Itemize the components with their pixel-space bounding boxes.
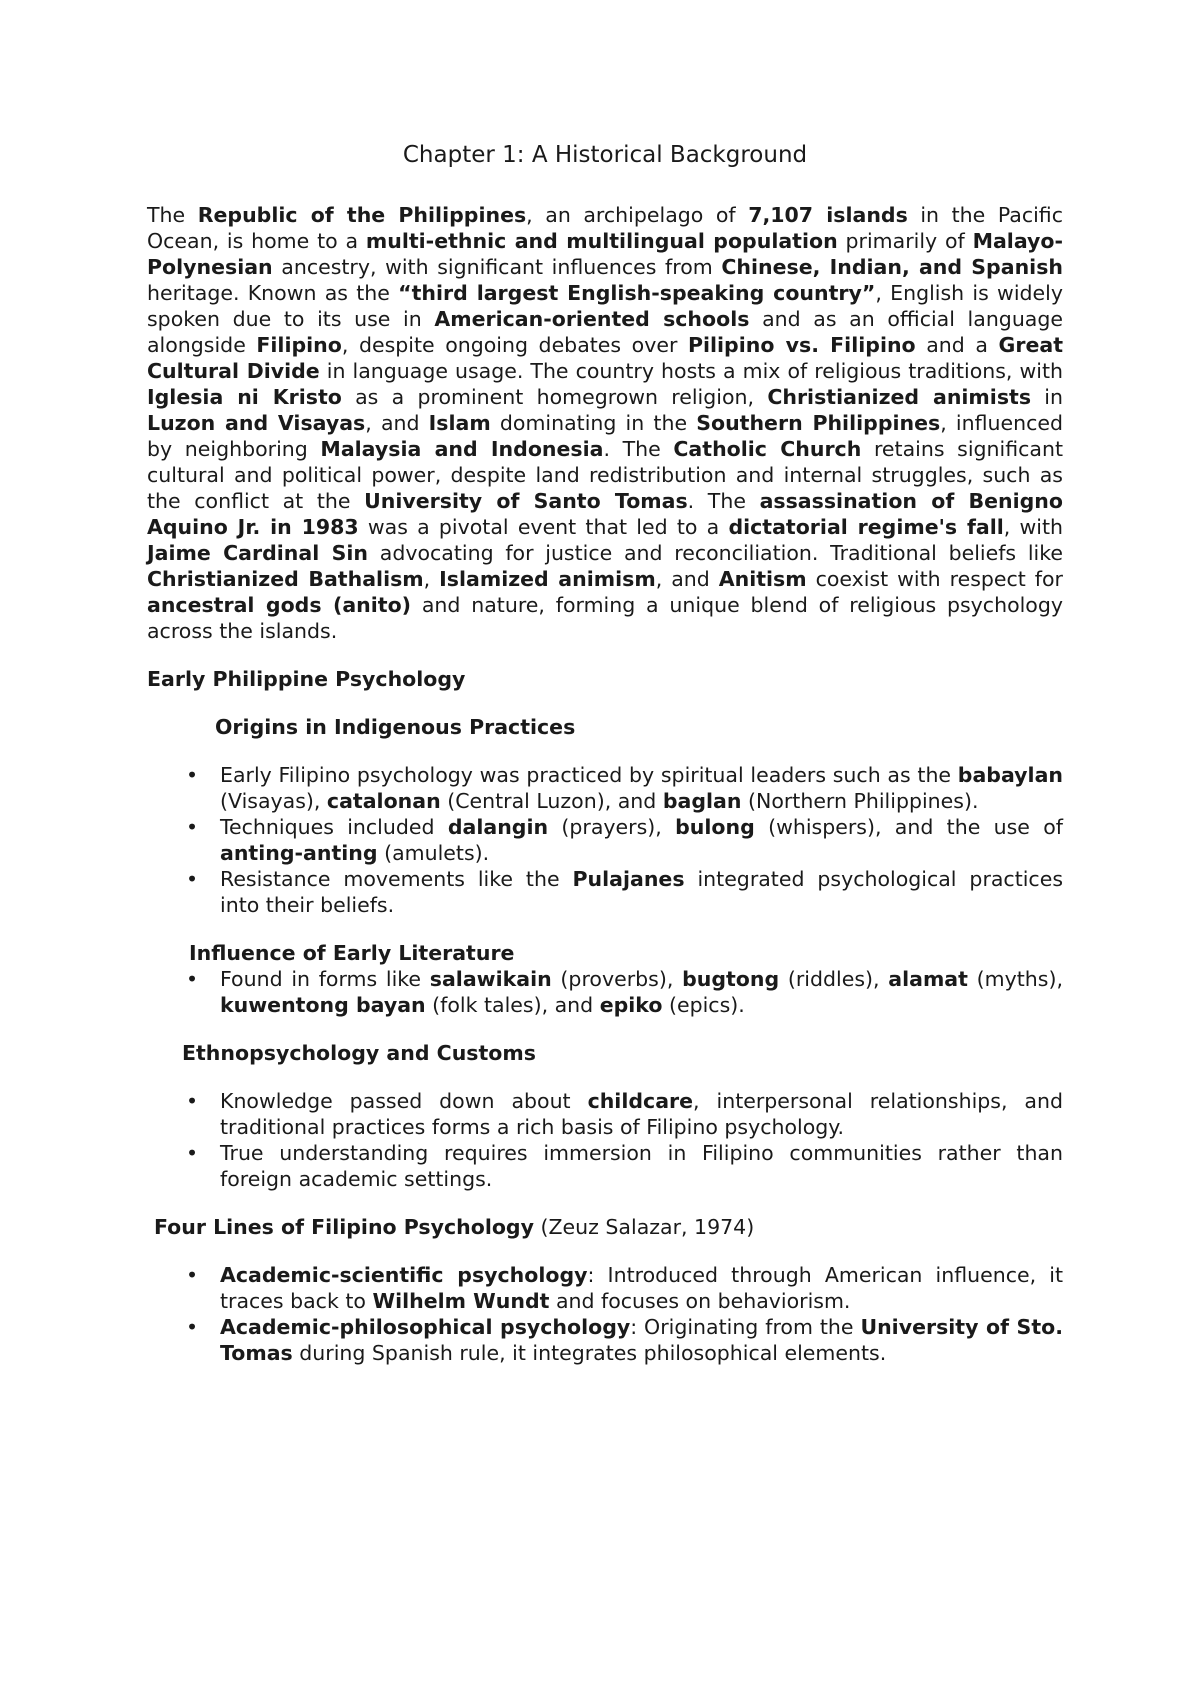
text-run: and nature, forming a unique blend of religious psychology across the islands. <box>147 593 1063 643</box>
bold-term: Pulajanes <box>572 867 685 891</box>
bold-term: Christianized animists <box>767 385 1032 409</box>
text-run: : Originating from the <box>630 1315 861 1339</box>
bold-term: “third largest English-speaking country” <box>398 281 876 305</box>
bold-term: anting-anting <box>220 841 378 865</box>
bold-term: Catholic Church <box>673 437 862 461</box>
text-run: integrated psychological practices into their beliefs. <box>220 867 1063 917</box>
text-run: during Spanish rule, it integrates philosophical elements. <box>292 1341 887 1365</box>
bold-term: bulong <box>675 815 755 839</box>
bold-term: Wilhelm Wundt <box>372 1289 550 1313</box>
subheading-literature: Influence of Early Literature <box>189 941 515 965</box>
intro-paragraph <box>147 202 1063 644</box>
bold-term: bugtong <box>682 967 780 991</box>
list-item <box>220 1088 1063 1140</box>
four-lines-citation: (Zeuz Salazar, 1974) <box>533 1215 755 1239</box>
bold-term: Southern Philippines <box>696 411 941 435</box>
text-run: dominating in the <box>490 411 697 435</box>
four-lines-title: Four Lines of Filipino Psychology <box>154 1215 534 1239</box>
heading-four-lines <box>154 1214 1063 1240</box>
bold-term: kuwentong bayan <box>220 993 426 1017</box>
bold-term: Academic-scientific psychology <box>220 1263 588 1287</box>
text-run: (whispers), and the use of <box>754 815 1063 839</box>
list-item <box>220 762 1063 814</box>
bold-term: ancestral gods (anito) <box>147 593 412 617</box>
text-run: , <box>423 567 440 591</box>
text-run: Resistance movements like the <box>220 867 573 891</box>
text-run: and as an official language alongside <box>147 307 1063 357</box>
list-item <box>220 1140 1063 1192</box>
bold-term: Jaime Cardinal Sin <box>147 541 369 565</box>
text-run: (riddles), <box>779 967 889 991</box>
text-run: and a <box>915 333 999 357</box>
text-run: , English is widely spoken due to its use in <box>147 281 1063 331</box>
bold-term: assassination of Benigno Aquino Jr. in 1983 <box>147 489 1063 539</box>
bold-term: Filipino <box>256 333 342 357</box>
bold-term: Islam <box>428 411 491 435</box>
subheading-ethnopsychology: Ethnopsychology and Customs <box>182 1041 536 1065</box>
bold-term: epiko <box>599 993 663 1017</box>
text-run: Techniques included <box>220 815 448 839</box>
ethno-list <box>147 1088 1063 1192</box>
text-run: , an archipelago of <box>526 203 749 227</box>
bold-term: Malaysia and Indonesia <box>320 437 604 461</box>
bold-term: 7,107 islands <box>748 203 908 227</box>
list-item <box>220 1314 1063 1366</box>
text-run: in the Pacific Ocean, is home to a <box>147 203 1063 253</box>
bold-term: childcare <box>587 1089 694 1113</box>
bold-term: Great Cultural Divide <box>147 333 1063 383</box>
bold-term: American-oriented schools <box>434 307 750 331</box>
bold-term: Luzon and Visayas <box>147 411 366 435</box>
text-run: ancestry, with significant influences from <box>272 255 722 279</box>
bold-term: Academic-philosophical psychology <box>220 1315 631 1339</box>
bold-term: University of Santo Tomas <box>364 489 688 513</box>
list-item <box>220 866 1063 918</box>
bold-term: salawikain <box>429 967 552 991</box>
text-run: retains significant cultural and political power, despite land redistribution and internal struggles, such as the conflict at the <box>147 437 1063 513</box>
text-run: (Central Luzon), and <box>440 789 663 813</box>
subheading-origins: Origins in Indigenous Practices <box>215 715 576 739</box>
bold-term: alamat <box>888 967 968 991</box>
text-run: heritage. Known as the <box>147 281 399 305</box>
text-run: Knowledge passed down about <box>220 1089 588 1113</box>
bold-term: Christianized Bathalism <box>147 567 424 591</box>
origins-list <box>147 762 1063 918</box>
text-run: (prayers), <box>548 815 676 839</box>
text-run: . The <box>687 489 760 513</box>
bold-term: Islamized animism <box>439 567 656 591</box>
text-run: , despite ongoing debates over <box>341 333 688 357</box>
text-run: , influenced by neighboring <box>147 411 1063 461</box>
text-run: (amulets). <box>377 841 490 865</box>
text-run: in language usage. The country hosts a mix of religious traditions, with <box>319 359 1063 383</box>
text-run: True understanding requires immersion in Filipino communities rather than foreign academic settings. <box>220 1141 1063 1191</box>
text-run: Found in forms like <box>220 967 430 991</box>
text-run: , and <box>655 567 719 591</box>
text-run: (proverbs), <box>551 967 683 991</box>
text-run: , with <box>1003 515 1064 539</box>
text-run: , and <box>365 411 429 435</box>
bold-term: dictatorial regime's fall <box>728 515 1004 539</box>
text-run: : Introduced through American influence, it traces back to <box>220 1263 1063 1313</box>
text-run: as a prominent homegrown religion, <box>341 385 768 409</box>
text-run: advocating for justice and reconciliation. Traditional beliefs like <box>368 541 1064 565</box>
text-run: , interpersonal relationships, and traditional practices forms a rich basis of Filipino psychology. <box>220 1089 1063 1139</box>
document-page <box>147 140 1063 1366</box>
text-run: (epics). <box>662 993 745 1017</box>
list-item <box>220 966 1063 1018</box>
bold-term: dalangin <box>447 815 549 839</box>
text-run: and focuses on behaviorism. <box>549 1289 851 1313</box>
list-item <box>220 814 1063 866</box>
bold-term: Iglesia ni Kristo <box>147 385 342 409</box>
bold-term: catalonan <box>326 789 441 813</box>
heading-early-philippine-psychology: Early Philippine Psychology <box>147 667 466 691</box>
text-run: in <box>1031 385 1063 409</box>
four-lines-list <box>147 1262 1063 1366</box>
text-run: (Visayas), <box>220 789 327 813</box>
bold-term: Pilipino vs. Filipino <box>687 333 916 357</box>
bold-term: babaylan <box>957 763 1063 787</box>
text-run: (folk tales), and <box>425 993 600 1017</box>
bold-term: Malayo-Polynesian <box>147 229 1063 279</box>
bold-term: Republic of the Philippines <box>197 203 527 227</box>
bold-term: baglan <box>662 789 742 813</box>
text-run: primarily of <box>837 229 973 253</box>
text-run: . The <box>603 437 674 461</box>
text-run: The <box>147 203 198 227</box>
text-run: Early Filipino psychology was practiced by spiritual leaders such as the <box>220 763 958 787</box>
bold-term: Anitism <box>718 567 807 591</box>
literature-list <box>147 966 1063 1018</box>
text-run: was a pivotal event that led to a <box>358 515 729 539</box>
bold-term: Chinese, Indian, and Spanish <box>721 255 1063 279</box>
list-item <box>220 1262 1063 1314</box>
bold-term: University of Sto. Tomas <box>220 1315 1063 1365</box>
text-run: (myths), <box>967 967 1063 991</box>
text-run: (Northern Philippines). <box>741 789 979 813</box>
chapter-title: Chapter 1: A Historical Background <box>402 142 808 168</box>
bold-term: multi-ethnic and multilingual population <box>365 229 838 253</box>
text-run: coexist with respect for <box>806 567 1063 591</box>
